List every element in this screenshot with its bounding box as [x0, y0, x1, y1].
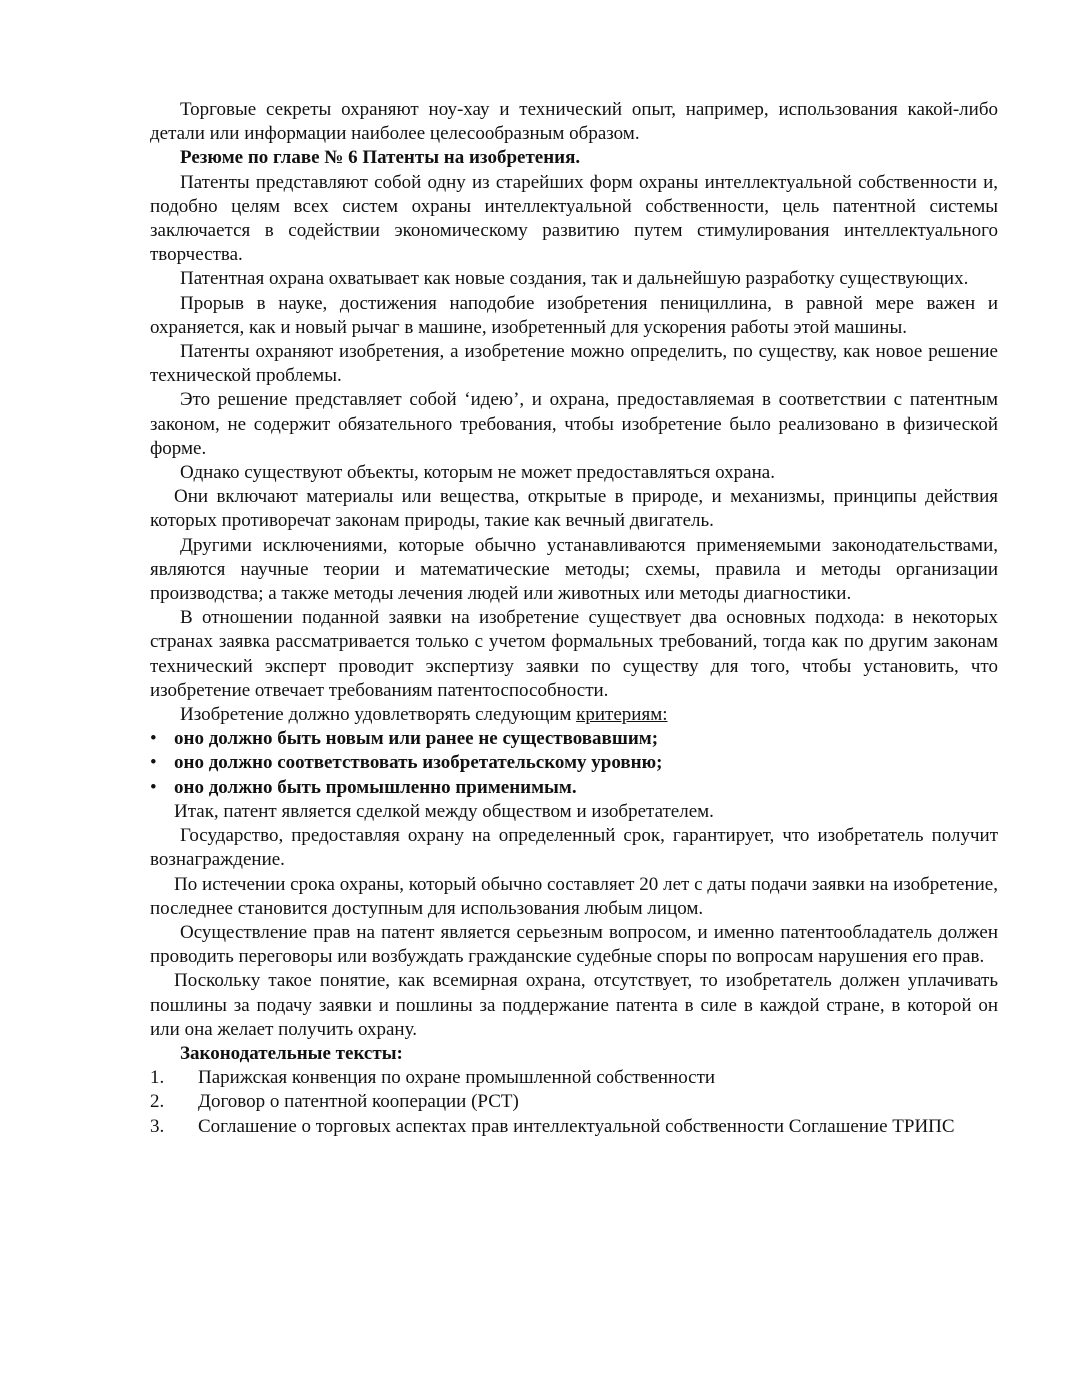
list-item [150, 1090, 998, 1114]
paragraph-patent-scope: Патентная охрана охватывает как новые создания, так и дальнейшую разработку существующих. [180, 268, 969, 290]
paragraph-breakthrough: Прорыв в науке, достижения наподобие изобретения пенициллина, в равной мере важен и охраняется, как и новый рычаг в машине, изобретенный для ускорения работы этой машины. [150, 292, 998, 338]
law-title: Договор о патентной кооперации (РСТ) [198, 1091, 519, 1113]
criteria-list [150, 727, 998, 800]
paragraph-invention-definition: Патенты охраняют изобретения, а изобретение можно определить, по существу, как новое решение технической проблемы. [150, 341, 998, 387]
list-item [150, 1066, 998, 1090]
law-title: Соглашение о торговых аспектах прав интеллектуальной собственности Соглашение ТРИПС [198, 1115, 955, 1137]
bullet-icon: • [150, 776, 157, 798]
paragraph-other-exceptions: Другими исключениями, которые обычно устанавливаются применяемыми законодательствами, являются научные теории и математические методы; схемы, правила и методы организации производства; а также методы лечения людей или животных или методы диагностики. [150, 534, 998, 605]
list-number: 2. [150, 1091, 165, 1113]
legislative-texts-heading: Законодательные тексты: [180, 1042, 403, 1064]
bullet-icon: • [150, 752, 157, 774]
paragraph-enforcement: Осуществление прав на патент является серьезным вопросом, и именно патентообладатель должен проводить переговоры или возбуждать гражданские судебные споры по вопросам нарушения его прав. [150, 921, 998, 968]
law-title: Парижская конвенция по охране промышленной собственности [198, 1067, 716, 1089]
list-item [150, 776, 998, 800]
list-item [150, 727, 998, 751]
paragraph-state-guarantee: Государство, предоставляя охрану на определенный срок, гарантирует, что изобретатель получит вознаграждение. [150, 825, 998, 871]
paragraph-worldwide-protection: Поскольку такое понятие, как всемирная охрана, отсутствует, то изобретатель должен уплачивать пошлины за подачу заявки и пошлины за поддержание патента в силе в каждой стране, в которой он или она желает получить охрану. [150, 970, 998, 1040]
criteria-intro-text: Изобретение должно удовлетворять следующим [180, 704, 577, 726]
paragraph-idea: Это решение представляет собой ‘идею’, и охрана, предоставляемая в соответствии с патентным законом, не содержит обязательного требования, чтобы изобретение было реализовано в физической форме. [150, 389, 998, 459]
paragraph-patent-deal: Итак, патент является сделкой между обществом и изобретателем. [174, 800, 714, 822]
paragraph-examination-approaches: В отношении поданной заявки на изобретение существует два основных подхода: в некоторых странах заявка рассматривается только с учетом формальных требований, тогда как по другим законам технический эксперт проводит экспертизу заявки по существу для того, чтобы установить, что изобретение отвечает требованиям патентоспособности. [150, 607, 998, 701]
criteria-word: критериям: [576, 704, 668, 726]
bullet-icon: • [150, 728, 157, 750]
paragraph-excluded-objects: Однако существуют объекты, которым не может предоставляться охрана. [180, 462, 775, 484]
paragraph-term-expiry: По истечении срока охраны, который обычно составляет 20 лет с даты подачи заявки на изобретение, последнее становится доступным для использования любым лицом. [150, 873, 998, 919]
document-page [150, 98, 998, 1139]
criterion-text: оно должно быть новым или ранее не существовавшим; [174, 728, 659, 750]
paragraph-natural-materials: Они включают материалы или вещества, открытые в природе, и механизмы, принципы действия которых противоречат законам природы, такие как вечный двигатель. [150, 486, 998, 532]
chapter-summary-heading: Резюме по главе № 6 Патенты на изобретения. [180, 147, 581, 169]
criterion-text: оно должно соответствовать изобретательскому уровню; [174, 752, 663, 774]
list-number: 3. [150, 1115, 165, 1137]
list-item [150, 751, 998, 775]
paragraph-patents-forms: Патенты представляют собой одну из старейших форм охраны интеллектуальной собственности и, подобно целям всех систем охраны интеллектуальной собственности, цель патентной системы заключается в содействии экономическому развитию путем стимулирования интеллектуального творчества. [150, 171, 998, 266]
legislative-texts-list [150, 1066, 998, 1139]
paragraph-trade-secrets: Торговые секреты охраняют ноу-хау и технический опыт, например, использования какой-либо детали или информации наиболее целесообразным образом. [150, 99, 998, 145]
list-item [150, 1115, 998, 1139]
criterion-text: оно должно быть промышленно применимым. [174, 776, 577, 798]
paragraph-criteria-intro [150, 703, 998, 727]
list-number: 1. [150, 1067, 165, 1089]
